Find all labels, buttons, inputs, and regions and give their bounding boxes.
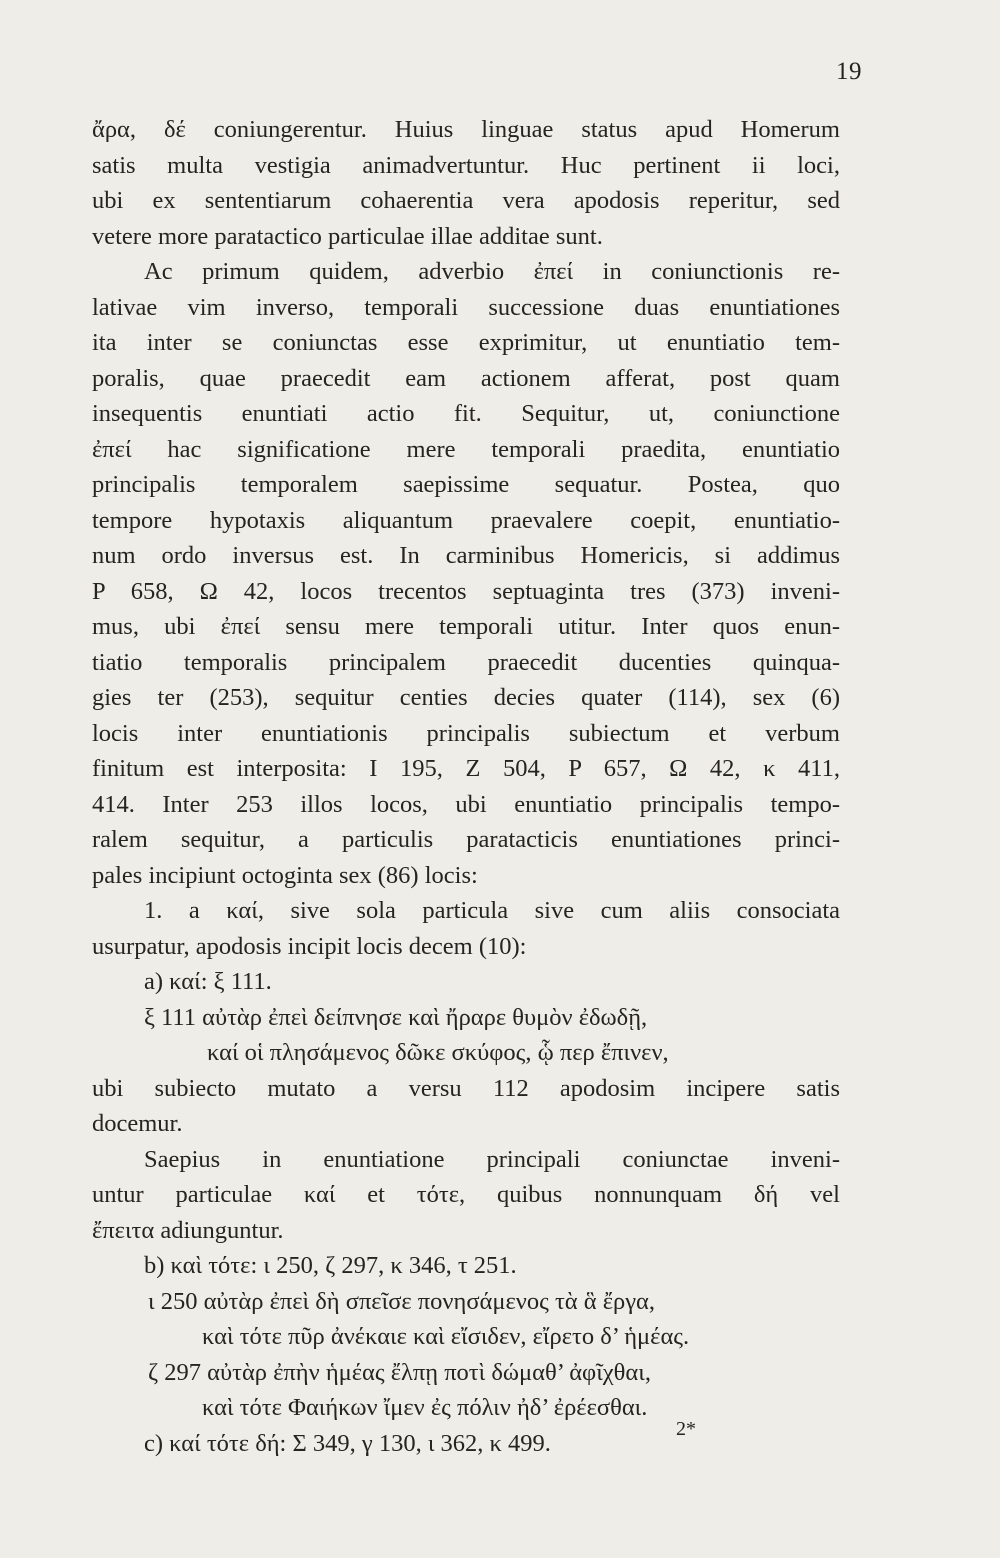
text-line: ἄρα, δέ coniungerentur. Huius linguae status apud Homerum (92, 116, 840, 143)
text-line: 414. Inter 253 illos locos, ubi enuntiatio principalis tempo- (92, 790, 840, 818)
text-line: finitum est interposita: I 195, Z 504, P 657, Ω 42, κ 411, (92, 755, 840, 782)
greek-verse-line: ξ 111 αὐτὰρ ἐπεὶ δείπνησε καὶ ἤραρε θυμὸν ἐδωδῇ, (144, 1003, 648, 1031)
subheading-line: c) καί τότε δή: Σ 349, γ 130, ι 362, κ 499. (144, 1429, 551, 1457)
text-line: P 658, Ω 42, locos trecentos septuaginta tres (373) inveni- (92, 577, 840, 605)
text-line: ἔπειτα adiunguntur. (92, 1216, 284, 1244)
body-text (92, 112, 840, 1461)
text-line: satis multa vestigia animadvertuntur. Huc pertinent ii loci, (92, 151, 840, 179)
greek-verse-line: ζ 297 αὐτὰρ ἐπὴν ἡμέας ἔλπῃ ποτὶ δώμαθ’ ἀφῖχθαι, (148, 1358, 651, 1386)
text-line: ubi ex sententiarum cohaerentia vera apodosis reperitur, sed (92, 187, 840, 214)
text-line: mus, ubi ἐπεί sensu mere temporali utitur. Inter quos enun- (92, 613, 840, 640)
signature-mark: 2* (676, 1418, 696, 1440)
greek-verse-line: καὶ τότε Φαιήκων ἴμεν ἐς πόλιν ἠδ’ ἐρέεσθαι. (202, 1394, 648, 1421)
text-line: principalis temporalem saepissime sequatur. Postea, quo (92, 471, 840, 498)
text-line: vetere more paratactico particulae illae additae sunt. (92, 222, 603, 250)
page-number: 19 (836, 58, 862, 85)
greek-verse-line: καί οἱ πλησάμενος δῶκε σκύφος, ᾧ περ ἔπινεν, (207, 1039, 669, 1066)
text-line: pales incipiunt octoginta sex (86) locis: (92, 861, 478, 889)
text-line: tiatio temporalis principalem praecedit ducenties quinqua- (92, 648, 840, 676)
text-line: gies ter (253), sequitur centies decies quater (114), sex (6) (92, 684, 840, 711)
text-line: lativae vim inverso, temporali successione duas enuntiationes (92, 293, 840, 321)
greek-verse-line: ι 250 αὐτὰρ ἐπεὶ δὴ σπεῖσε πονησάμενος τὰ ἃ ἔργα, (148, 1287, 656, 1315)
list-item-line: 1. a καί, sive sola particula sive cum aliis consociata (144, 897, 840, 924)
text-line: usurpatur, apodosis incipit locis decem (10): (92, 932, 527, 960)
text-line: ralem sequitur, a particulis paratacticis enuntiationes princi- (92, 826, 840, 853)
text-line: ubi subiecto mutato a versu 112 apodosim incipere satis (92, 1074, 840, 1102)
text-line: tempore hypotaxis aliquantum praevalere coepit, enuntiatio- (92, 506, 840, 534)
subheading-line: b) καὶ τότε: ι 250, ζ 297, κ 346, τ 251. (144, 1252, 517, 1279)
paragraph-start-line: Saepius in enuntiatione principali coniunctae inveni- (144, 1145, 840, 1173)
text-line: locis inter enuntiationis principalis subiectum et verbum (92, 719, 840, 747)
text-line: untur particulae καί et τότε, quibus nonnunquam δή vel (92, 1181, 840, 1208)
text-line: docemur. (92, 1110, 183, 1137)
subheading-line: a) καί: ξ 111. (144, 968, 272, 995)
text-line: poralis, quae praecedit eam actionem afferat, post quam (92, 364, 840, 392)
text-line: insequentis enuntiati actio fit. Sequitur, ut, coniunctione (92, 400, 840, 427)
text-line: ἐπεί hac significatione mere temporali praedita, enuntiatio (92, 435, 840, 463)
text-line: num ordo inversus est. In carminibus Homericis, si addimus (92, 542, 840, 569)
paragraph-start-line: Ac primum quidem, adverbio ἐπεί in coniunctionis re- (144, 258, 840, 285)
text-line: ita inter se coniunctas esse exprimitur, ut enuntiatio tem- (92, 329, 840, 356)
greek-verse-line: καὶ τότε πῦρ ἀνέκαιε καὶ εἴσιδεν, εἴρετο δ’ ἡμέας. (202, 1323, 690, 1350)
